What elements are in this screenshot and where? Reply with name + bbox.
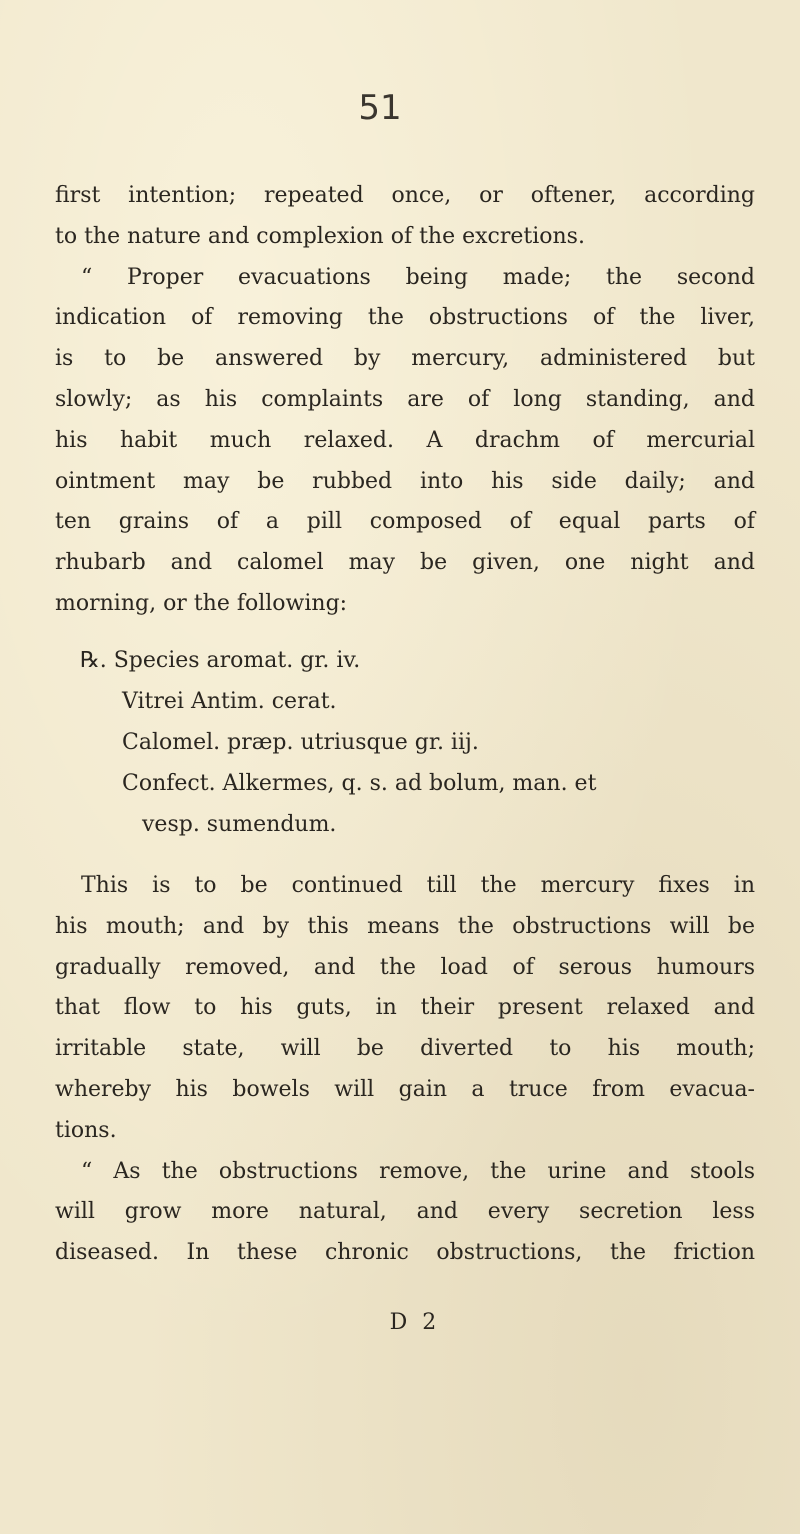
- body-text-bottom: [55, 866, 755, 1274]
- text-line: diseased. In these chronic obstructions, the friction: [55, 1240, 755, 1266]
- text-line: morning, or the following:: [55, 590, 348, 616]
- text-line: will grow more natural, and every secretion less: [55, 1199, 755, 1225]
- text-line: irritable state, will be diverted to his mouth;: [55, 1036, 755, 1062]
- body-text-top: [55, 176, 755, 625]
- signature-mark: D 2: [389, 1310, 441, 1335]
- prescription-line: vesp. sumendum.: [142, 812, 337, 837]
- text-line: that flow to his guts, in their present relaxed and: [55, 995, 755, 1021]
- prescription-line: Calomel. præp. utriusque gr. iij.: [122, 730, 479, 755]
- text-line: ointment may be rubbed into his side daily; and: [55, 468, 755, 494]
- text-line: “ As the obstructions remove, the urine and stools: [81, 1158, 755, 1184]
- text-line: rhubarb and calomel may be given, one night and: [55, 550, 755, 576]
- text-line: ten grains of a pill composed of equal parts of: [55, 509, 755, 535]
- text-line: whereby his bowels will gain a truce from evacua-: [55, 1076, 755, 1102]
- text-line: his mouth; and by this means the obstructions will be: [55, 913, 755, 939]
- text-line: “ Proper evacuations being made; the second: [81, 264, 755, 290]
- text-line: his habit much relaxed. A drachm of mercurial: [55, 427, 755, 453]
- text-line: tions.: [55, 1117, 117, 1143]
- text-line: indication of removing the obstructions of the liver,: [55, 305, 755, 331]
- text-line: slowly; as his complaints are of long standing, and: [55, 386, 755, 412]
- prescription-line: Vitrei Antim. cerat.: [122, 689, 337, 714]
- page-number: 51: [358, 88, 402, 128]
- text-line: first intention; repeated once, or oftener, according: [55, 183, 755, 208]
- text-line: This is to be continued till the mercury fixes in: [81, 873, 755, 898]
- text-line: gradually removed, and the load of serous humours: [55, 954, 755, 980]
- text-line: is to be answered by mercury, administered but: [55, 346, 755, 372]
- prescription-block: [80, 640, 760, 845]
- text-line: to the nature and complexion of the excretions.: [55, 223, 585, 249]
- prescription-line: ℞. Species aromat. gr. iv.: [80, 648, 361, 673]
- prescription-line: Confect. Alkermes, q. s. ad bolum, man. et: [122, 771, 597, 796]
